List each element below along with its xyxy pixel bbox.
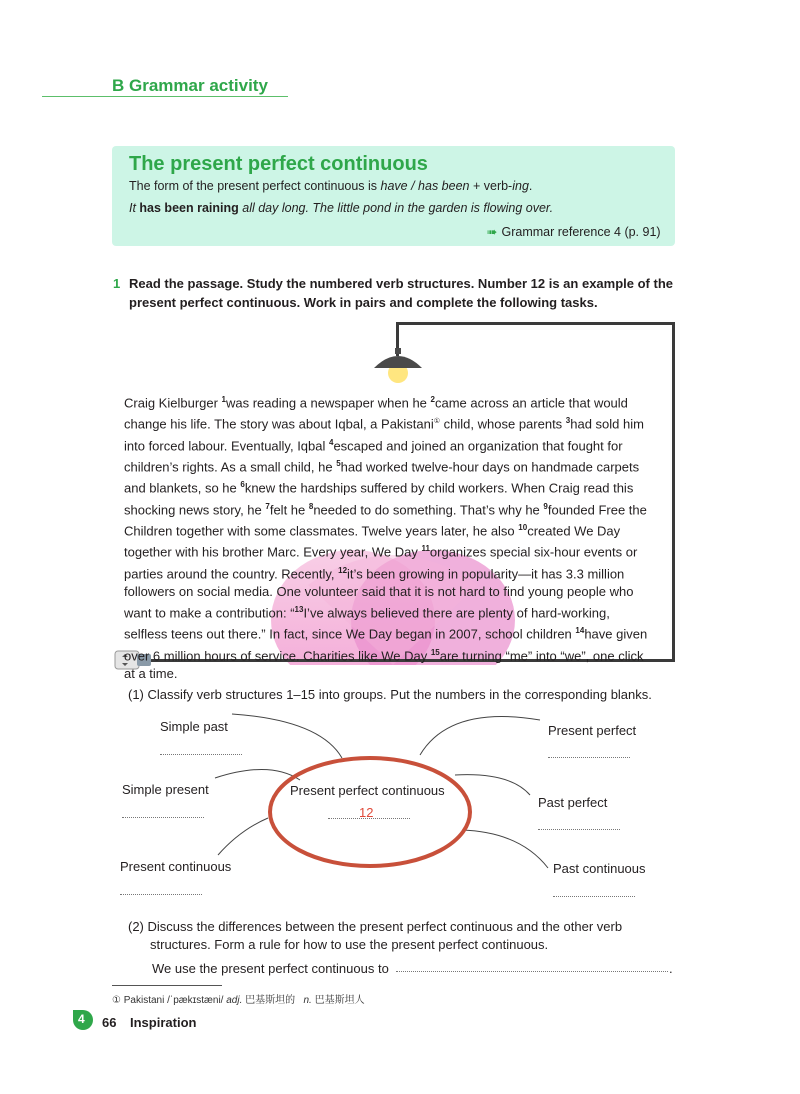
passage-text: knew the hardships suffered by child workers. When Craig read this shocking news story, he bbox=[124, 480, 634, 517]
verb-number: 6 bbox=[240, 480, 245, 490]
verb-number: 9 bbox=[543, 501, 548, 511]
task-number: 1 bbox=[113, 276, 121, 291]
verb-number: 13 bbox=[294, 604, 304, 614]
present-perfect-label: Present perfect bbox=[548, 723, 637, 738]
simple-present-label: Simple present bbox=[122, 782, 209, 797]
verb-number: 8 bbox=[308, 501, 314, 511]
verb-number: 11 bbox=[421, 544, 430, 554]
arrow-icon: ➠ bbox=[487, 225, 498, 239]
connector-past-continuous bbox=[462, 830, 548, 868]
form-end: . bbox=[528, 179, 533, 193]
footnote-pos: n. bbox=[303, 995, 312, 1006]
passage-text: organizes special six-hour events or parties around the country. Recently, bbox=[124, 544, 638, 581]
footnote-divider bbox=[112, 985, 222, 986]
grammar-reference-text: Grammar reference 4 (p. 91) bbox=[501, 225, 661, 239]
connector-past-perfect bbox=[455, 775, 530, 795]
example-bold: has been raining bbox=[139, 201, 239, 215]
passage-text: Craig Kielburger bbox=[124, 395, 222, 411]
rule-prompt: We use the present perfect continuous to bbox=[152, 961, 389, 976]
verb-number: 10 bbox=[518, 522, 528, 532]
question-1: (1) Classify verb structures 1–15 into groups. Put the numbers in the corresponding blanks. bbox=[128, 687, 652, 702]
lamp-icon bbox=[370, 346, 426, 386]
question-2-line2: structures. Form a rule for how to use the present perfect continuous. bbox=[150, 937, 549, 952]
footnote bbox=[112, 991, 365, 1006]
question-2 bbox=[128, 918, 688, 954]
footnote-meaning: 巴基斯坦人 bbox=[314, 995, 365, 1006]
center-answer: 12 bbox=[359, 805, 374, 820]
footnote-pos: adj. bbox=[226, 995, 243, 1006]
passage-text: was reading a newspaper when he bbox=[226, 395, 431, 411]
verb-number: 5 bbox=[336, 458, 341, 468]
past-perfect-blank[interactable] bbox=[538, 829, 620, 831]
frame-top-line bbox=[396, 322, 675, 325]
footnote-marker: ① bbox=[433, 418, 441, 426]
connector-simple-present bbox=[215, 769, 300, 780]
simple-present-blank[interactable] bbox=[122, 817, 204, 819]
verb-number: 14 bbox=[575, 626, 585, 636]
grammar-form-line bbox=[129, 179, 532, 193]
grammar-example-line bbox=[129, 201, 553, 215]
present-continuous-label: Present continuous bbox=[120, 859, 232, 874]
past-continuous-blank[interactable] bbox=[553, 896, 635, 898]
passage-text: founded Free the Children together with some classmates. Twelve years later, he also bbox=[124, 501, 647, 539]
verb-number: 12 bbox=[338, 565, 348, 575]
past-continuous-label: Past continuous bbox=[553, 861, 646, 876]
frame-right-line bbox=[672, 322, 675, 662]
center-label: Present perfect continuous bbox=[290, 783, 445, 798]
connector-simple-past bbox=[232, 714, 342, 758]
lamp-socket bbox=[395, 348, 401, 354]
reading-passage bbox=[124, 391, 654, 683]
passage-text: are turning “me” into “we”, one click at a time. bbox=[124, 647, 644, 681]
page-number: 66 bbox=[102, 1015, 117, 1030]
passage-text: needed to do something. That’s why he bbox=[313, 501, 544, 517]
rule-period: . bbox=[669, 961, 673, 976]
passage-text: had worked twelve-hour days on handmade carpets and blankets, so he bbox=[124, 459, 640, 496]
running-title: Inspiration bbox=[130, 1015, 197, 1030]
simple-past-label: Simple past bbox=[160, 719, 228, 734]
verb-number: 1 bbox=[221, 395, 226, 404]
example-it: It bbox=[129, 201, 140, 215]
grammar-box-title: The present perfect continuous bbox=[129, 153, 428, 175]
passage-text: it’s been growing in popularity—it has 3.3 million followers on social media. One volunteer said that it is not hard to find young people who want to make a contribution: “ bbox=[124, 565, 634, 621]
passage-text: came across an article that would change his life. The story was about Iqbal, a Pakistani bbox=[124, 395, 628, 432]
question-2-line1: (2) Discuss the differences between the present perfect continuous and the other verb bbox=[128, 919, 623, 934]
form-text: The form of the present perfect continuous is bbox=[129, 179, 381, 193]
passage-text: had sold him into forced labour. Eventually, Iqbal bbox=[124, 416, 644, 453]
footnote-ipa: /ˈpækɪstæni/ bbox=[167, 995, 224, 1006]
section-underline bbox=[42, 96, 288, 97]
present-continuous-blank[interactable] bbox=[120, 894, 202, 896]
verb-number: 15 bbox=[430, 647, 440, 657]
connector-present-perfect bbox=[420, 717, 540, 755]
footnote-meaning: 巴基斯坦的 bbox=[245, 995, 296, 1006]
unit-number: 4 bbox=[78, 1012, 85, 1026]
lamp-shade bbox=[374, 356, 422, 368]
grammar-reference-link[interactable] bbox=[487, 224, 661, 239]
passage-text: escaped and joined an organization that fought for children’s rights. As a small child, he bbox=[124, 437, 623, 475]
form-suffix: + verb- bbox=[469, 179, 513, 193]
past-perfect-label: Past perfect bbox=[538, 795, 608, 810]
footnote-word: Pakistani bbox=[123, 995, 165, 1006]
verb-number: 4 bbox=[329, 437, 334, 447]
rule-answer-blank[interactable] bbox=[396, 971, 668, 973]
verb-number: 3 bbox=[565, 416, 571, 426]
passage-text: created We Day together with his brother Marc. Every year, We Day bbox=[124, 523, 621, 560]
passage-text: child, whose parents bbox=[440, 416, 566, 432]
connector-present-continuous bbox=[218, 818, 268, 855]
simple-past-blank[interactable] bbox=[160, 754, 242, 756]
form-ing: ing bbox=[512, 179, 529, 193]
passage-text: I’ve always believed there are plenty of hard-working, selfless teens out there.” In fact, since We Day began in 2007, school children bbox=[124, 605, 610, 642]
form-italic: have / has been bbox=[380, 179, 470, 193]
passage-text: have given over 6 million hours of service. Charities like We Day bbox=[124, 626, 648, 663]
verb-number: 2 bbox=[430, 395, 435, 404]
verb-number: 7 bbox=[265, 501, 270, 511]
task-instruction: Read the passage. Study the numbered verb structures. Number 12 is an example of the present perfect continuous. Work in pairs and complete the following tasks. bbox=[129, 276, 673, 310]
passage-text: felt he bbox=[269, 501, 309, 517]
center-blank[interactable] bbox=[328, 818, 410, 820]
present-perfect-blank[interactable] bbox=[548, 757, 630, 759]
section-title: B Grammar activity bbox=[112, 76, 268, 95]
example-rest: all day long. The little pond in the garden is flowing over. bbox=[238, 201, 554, 215]
footnote-marker: ① bbox=[112, 995, 121, 1006]
